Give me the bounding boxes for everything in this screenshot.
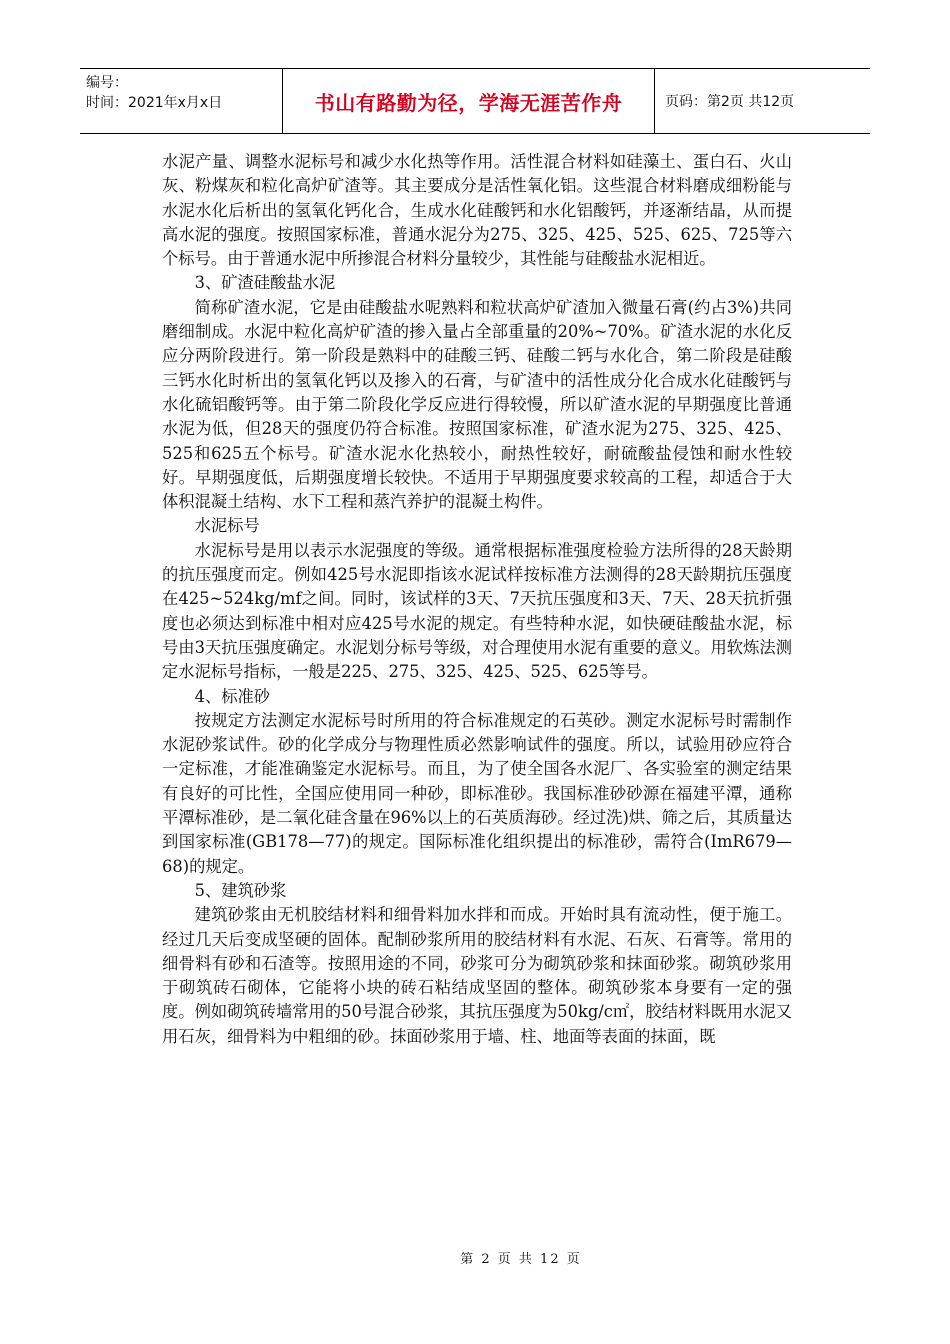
paragraph-slag-cement: 简称矿渣水泥，它是由硅酸盐水呢熟料和粒状高炉矿渣加入微量石膏(约占3%)共同磨细制成。水泥中粒化高炉矿渣的掺入量占全部重量的20%~70%。矿渣水泥的水化反应分两阶段进行。第一阶段是熟料中的硅酸三钙、硅酸二钙与水化合，第二阶段是硅酸三钙水化时析出的氢氧化钙以及掺入的石膏，与矿渣中的活性成分化合成水化硅酸钙与水化硫铝酸钙等。由于第二阶段化学反应进行得较慢，所以矿渣水泥的早期强度比普通水泥为低，但28天的强度仍符合标准。按照国家标准，矿渣水泥为275、325、425、525和625五个标号。矿渣水泥水化热较小，耐热性较好，耐硫酸盐侵蚀和耐水性较好。早期强度低，后期强度增长较快。不适用于早期强度要求较高的工程，却适合于大体积混凝土结构、水下工程和蒸汽养护的混凝土构件。 bbox=[162, 297, 792, 512]
section-heading-mortar: 5、建筑砂浆 bbox=[194, 880, 287, 900]
paragraph-mortar: 建筑砂浆由无机胶结材料和细骨料加水拌和而成。开始时具有流动性，便于施工。经过几天后变成坚硬的固体。配制砂浆所用的胶结材料有水泥、石灰、石膏等。常用的细骨料有砂和石渣等。按照用途的不同，砂浆可分为砌筑砂浆和抹面砂浆。砌筑砂浆用于砌筑砖石砌体，它能将小块的砖石粘结成坚固的整体。砌筑砂浆本身要有一定的强度。例如砌筑砖墙常用的50号混合砂浆，其抗压强度为50kg/c㎡，胶结材料既用水泥又用石灰，细骨料为中粗细的砂。抹面砂浆用于墙、柱、地面等表面的抹面，既 bbox=[162, 905, 792, 1046]
paragraph-continuation: 水泥产量、调整水泥标号和减少水化热等作用。活性混合材料如硅藻土、蛋白石、火山灰、粉煤灰和粒化高炉矿渣等。其主要成分是活性氧化铝。这些混合材料磨成细粉能与水泥水化后析出的氢氧化钙化合，生成水化硅酸钙和水化铝酸钙，并逐渐结晶，从而提高水泥的强度。按照国家标准，普通水泥分为275、325、425、525、625、725等六个标号。由于普通水泥中所掺混合材料分量较少，其性能与硅酸盐水泥相近。 bbox=[162, 152, 792, 269]
page-header bbox=[80, 68, 870, 134]
header-page-info: 页码：第2页 共12页 bbox=[665, 94, 795, 110]
header-motto: 书山有路勤为径，学海无涯苦作舟 bbox=[283, 69, 655, 133]
document-body bbox=[162, 150, 792, 1049]
section-heading-slag-cement: 3、矿渣硅酸盐水泥 bbox=[194, 273, 336, 293]
paragraph-cement-grade: 水泥标号是用以表示水泥强度的等级。通常根据标准强度检验方法所得的28天龄期的抗压强度而定。例如425号水泥即指该水泥试样按标准方法测得的28天龄期抗压强度在425~524kg/mf之间。同时，该试样的3天、7天抗压强度和3天、7天、28天抗折强度也必须达到标准中相对应425号水泥的规定。有些特种水泥，如快硬硅酸盐水泥，标号由3天抗压强度确定。水泥划分标号等级，对合理使用水泥有重要的意义。用软炼法测定水泥标号指标，一般是225、275、325、425、525、625等号。 bbox=[162, 540, 792, 682]
paragraph-standard-sand: 按规定方法测定水泥标号时所用的符合标准规定的石英砂。测定水泥标号时需制作水泥砂浆试件。砂的化学成分与物理性质必然影响试件的强度。所以，试验用砂应符合一定标准，才能准确鉴定水泥标号。而且，为了使全国各水泥厂、各实验室的测定结果有良好的可比性，全国应使用同一种砂，即标准砂。我国标准砂砂源在福建平潭，通称平潭标准砂，是二氧化硅含量在96%以上的石英质海砂。经过洗)烘、筛之后，其质量达到国家标准(GB178—77)的规定。国际标准化组织提出的标准砂，需符合(ImR679—68)的规定。 bbox=[162, 710, 792, 876]
document-time-label: 时间：2021年x月x日 bbox=[86, 95, 223, 111]
header-meta-cell bbox=[80, 69, 283, 133]
section-heading-standard-sand: 4、标准砂 bbox=[194, 686, 271, 706]
section-heading-cement-grade: 水泥标号 bbox=[194, 516, 260, 536]
page-footer: 第 2 页 共 12 页 bbox=[460, 1252, 582, 1267]
document-number-label: 编号： bbox=[86, 75, 128, 91]
